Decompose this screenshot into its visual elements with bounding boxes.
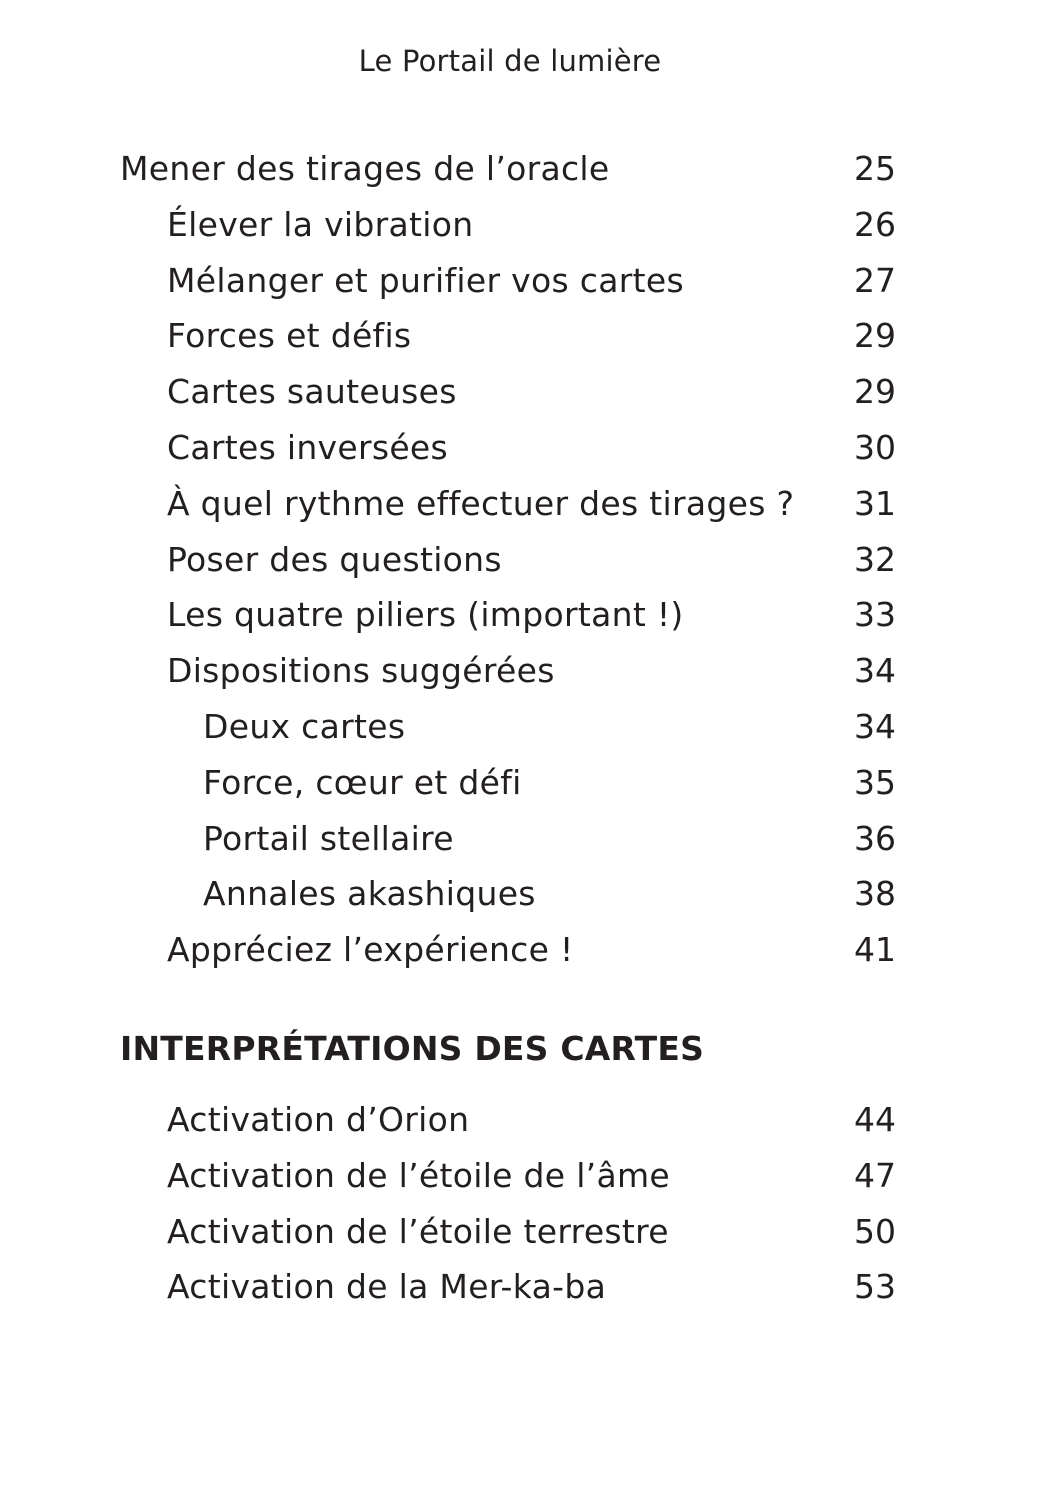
- toc-entry-label: Poser des questions: [167, 539, 502, 579]
- toc-entry-page: 30: [854, 427, 896, 467]
- toc-entry-label: Portail stellaire: [203, 818, 454, 858]
- toc-entry-page: 34: [854, 706, 896, 746]
- toc-entry-page: 25: [854, 149, 896, 188]
- toc-entry-label: Appréciez l’expérience !: [167, 930, 574, 970]
- toc-entry-label: Forces et défis: [167, 316, 412, 356]
- toc-entry[interactable]: [0, 1148, 1051, 1204]
- toc-entry[interactable]: [0, 755, 1051, 811]
- toc-entry-label: Mélanger et purifier vos cartes: [167, 260, 684, 300]
- toc-entry[interactable]: [0, 866, 1051, 922]
- toc-entry-label: Cartes sauteuses: [167, 372, 457, 412]
- table-of-contents: [0, 141, 1051, 1315]
- toc-entry[interactable]: [0, 308, 1051, 364]
- toc-entry-label: Activation de la Mer-ka-ba: [167, 1267, 607, 1307]
- toc-entry-page: 41: [854, 930, 896, 970]
- toc-entry[interactable]: [0, 1204, 1051, 1260]
- toc-entry-label: Activation d’Orion: [167, 1099, 470, 1139]
- toc-entry[interactable]: [0, 922, 1051, 978]
- toc-entry-label: Annales akashiques: [203, 874, 536, 914]
- toc-entry[interactable]: [0, 364, 1051, 420]
- toc-entry-label: À quel rythme effectuer des tirages ?: [167, 483, 795, 523]
- toc-entry-label: Cartes inversées: [167, 427, 449, 467]
- toc-entry[interactable]: [0, 811, 1051, 867]
- toc-entry-page: 44: [854, 1099, 896, 1139]
- toc-entry[interactable]: [0, 587, 1051, 643]
- toc-entry[interactable]: [0, 141, 1051, 197]
- toc-entry-page: 31: [854, 483, 896, 523]
- toc-entry-page: 47: [854, 1155, 896, 1195]
- toc-entry[interactable]: [0, 1259, 1051, 1315]
- toc-entry-page: 32: [854, 539, 896, 579]
- toc-entry-page: 35: [854, 762, 896, 802]
- toc-entry[interactable]: [0, 532, 1051, 588]
- toc-entry-label: Deux cartes: [203, 706, 406, 746]
- toc-entry[interactable]: [0, 197, 1051, 253]
- toc-entry[interactable]: [0, 643, 1051, 699]
- toc-entry-page: 33: [854, 595, 896, 635]
- toc-entry-label: Force, cœur et défi: [203, 762, 522, 802]
- toc-entry[interactable]: [0, 1092, 1051, 1148]
- toc-entry-label: Activation de l’étoile terrestre: [167, 1211, 669, 1251]
- toc-entry-page: 29: [854, 316, 896, 356]
- toc-entry-page: 34: [854, 651, 896, 691]
- toc-entry-page: 29: [854, 372, 896, 412]
- toc-entry-page: 38: [854, 874, 896, 914]
- toc-entry-page: 50: [854, 1211, 896, 1251]
- toc-entry-label: Activation de l’étoile de l’âme: [167, 1155, 671, 1195]
- toc-entry-page: 53: [854, 1267, 896, 1307]
- toc-entry-label: Élever la vibration: [167, 204, 474, 244]
- toc-entry-page: 26: [854, 204, 896, 244]
- section-heading: INTERPRÉTATIONS DES CARTES: [120, 1028, 705, 1068]
- toc-entry-page: 27: [854, 260, 896, 300]
- toc-entry[interactable]: [0, 253, 1051, 309]
- toc-entry-label: Les quatre piliers (important !): [167, 595, 684, 635]
- toc-entry-label: Mener des tirages de l’oracle: [120, 149, 610, 188]
- toc-entry[interactable]: [0, 699, 1051, 755]
- toc-entry[interactable]: [0, 476, 1051, 532]
- toc-entry-page: 36: [854, 818, 896, 858]
- toc-entry-label: Dispositions suggérées: [167, 651, 555, 691]
- running-head-title: Le Portail de lumière: [358, 44, 662, 78]
- toc-entry[interactable]: [0, 420, 1051, 476]
